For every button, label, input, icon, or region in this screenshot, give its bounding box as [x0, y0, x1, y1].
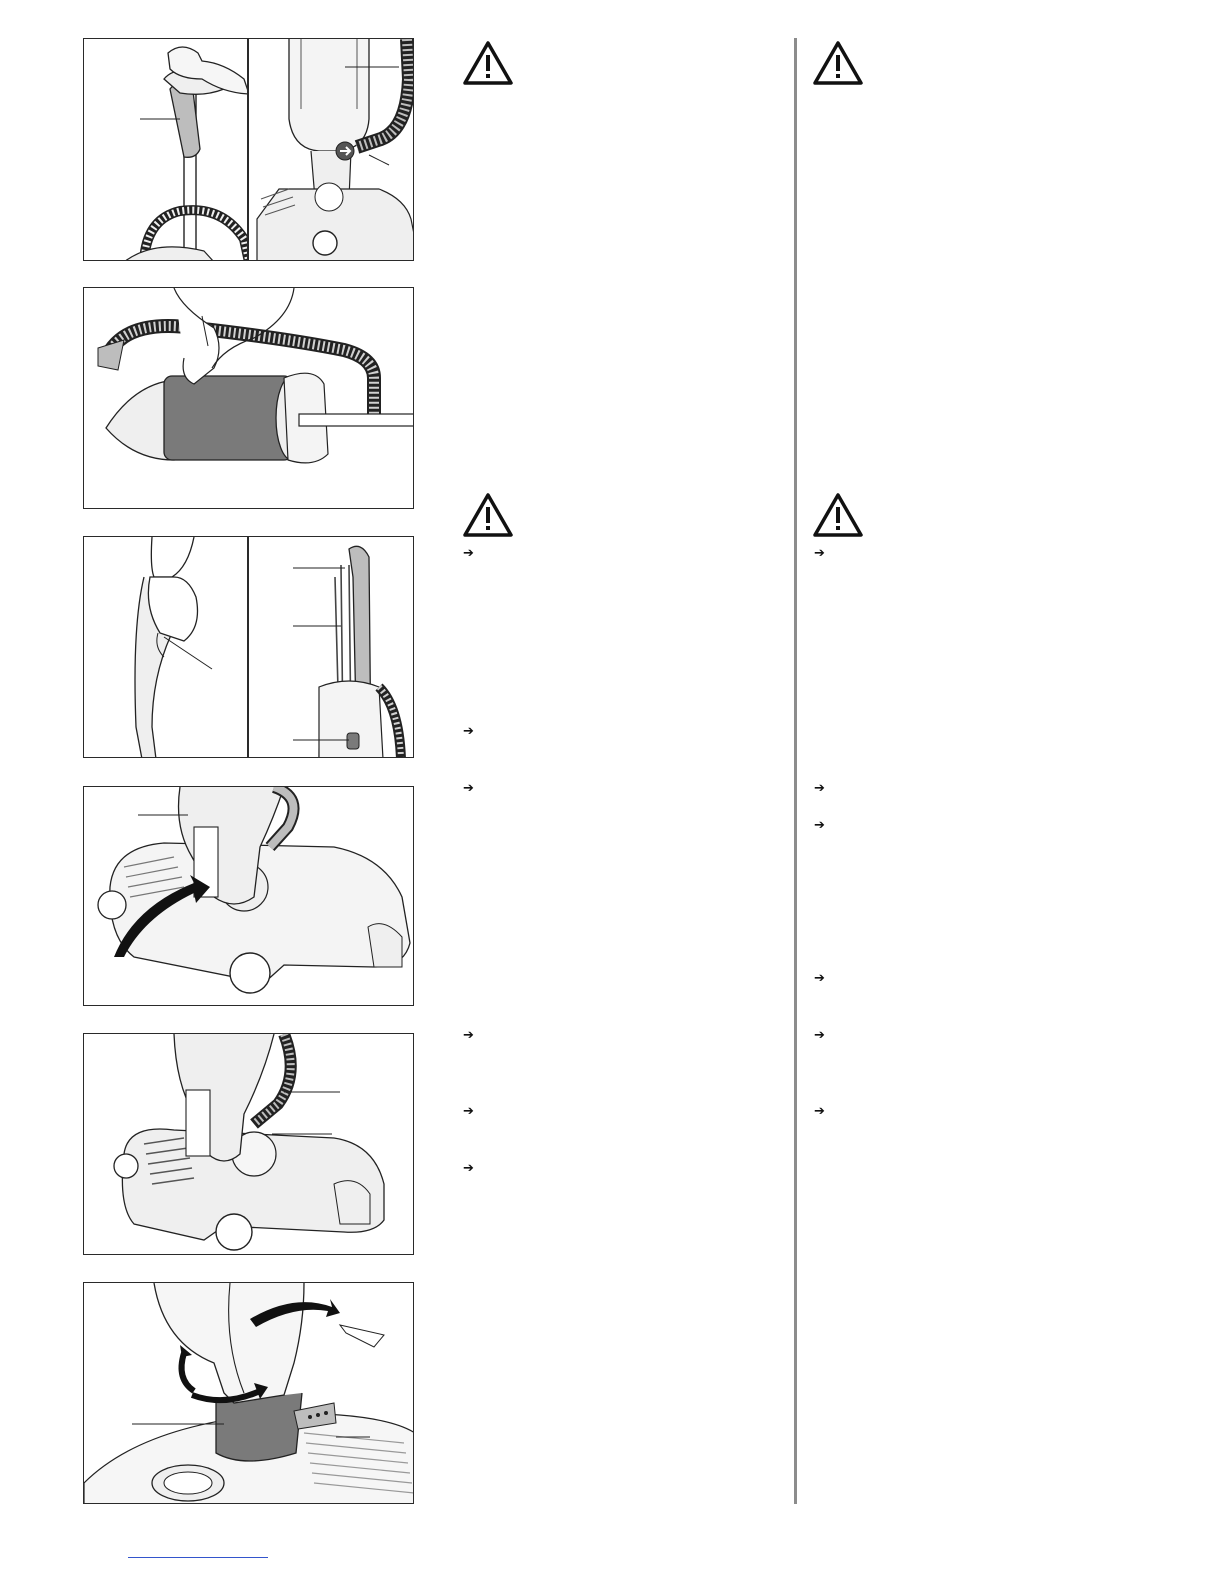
figure-6-neck-rotation	[83, 1282, 414, 1504]
figure-2-canister-bag	[83, 287, 414, 509]
figure-1a-handle	[83, 38, 248, 261]
arrow-right-icon: ➔	[814, 818, 825, 833]
warning-triangle-icon	[812, 492, 864, 538]
column-divider	[794, 38, 797, 1504]
figure-4-base-tilt	[83, 786, 414, 1006]
warning-triangle-icon	[812, 40, 864, 86]
figure-1b-hose-connection	[248, 38, 414, 261]
arrow-right-icon: ➔	[463, 546, 474, 561]
arrow-right-icon: ➔	[463, 1028, 474, 1043]
arrow-right-icon: ➔	[814, 1028, 825, 1043]
arrow-right-icon: ➔	[463, 1161, 474, 1176]
warning-triangle-icon	[462, 492, 514, 538]
arrow-right-icon: ➔	[814, 971, 825, 986]
figure-5-base-upright	[83, 1033, 414, 1255]
figure-3b-cord-storage	[248, 536, 414, 758]
figure-3a-hand-trigger	[83, 536, 248, 758]
arrow-right-icon: ➔	[814, 546, 825, 561]
arrow-right-icon: ➔	[814, 1104, 825, 1119]
arrow-right-icon: ➔	[463, 724, 474, 739]
footer-link-underline[interactable]	[128, 1557, 268, 1558]
arrow-right-icon: ➔	[463, 1104, 474, 1119]
arrow-right-icon: ➔	[463, 781, 474, 796]
arrow-right-icon: ➔	[814, 781, 825, 796]
warning-triangle-icon	[462, 40, 514, 86]
